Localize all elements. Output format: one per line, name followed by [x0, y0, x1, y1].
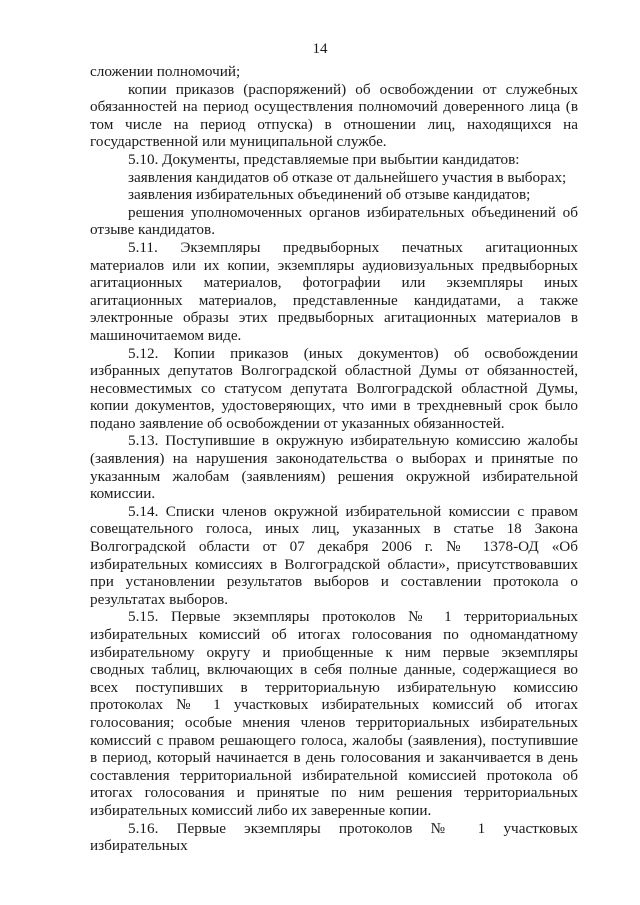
paragraph-association-recall: заявления избирательных объединений об отзыве кандидатов;: [128, 186, 531, 204]
paragraph-5-15: 5.15. Первые экземпляры протоколов № 1 территориальных избирательных комиссий об итогах голосования по одномандатному избирательному округу и приобщенные к ним первые экземпляры сводных таблиц, включающих в себя полные данные, содержащиеся во всех поступивших в территориальную избирательную комиссию протоколах № 1 участковых избирательных комиссий об итогах голосования; особые мнения членов территориальных избирательных комиссий с правом решающего голоса, жалобы (заявления), поступившие в период, который начинается в день голосования и заканчивается в день составления территориальной избирательной комиссией протокола об итогах голосования и принятые по ним решения территориальных избирательных комиссий либо их заверенные копии.: [90, 608, 578, 819]
paragraph-5-10: 5.10. Документы, представляемые при выбытии кандидатов:: [128, 150, 520, 168]
paragraph-continuation: сложении полномочий;: [90, 63, 241, 80]
paragraph-dismissal-orders: копии приказов (распоряжений) об освобождении от служебных обязанностей на период осуществления полномочий доверенного лица (в том числе на период отпуска) в отношении лиц, находящихся на государственной или муниципальной службе.: [90, 80, 578, 151]
paragraph-5-14: 5.14. Списки членов окружной избирательной комиссии с правом совещательного голоса, иных лиц, указанных в статье 18 Закона Волгоградской области от 07 декабря 2006 г. № 1378-ОД «Об избирательных комиссиях в Волгоградской области», присутствовавших при установлении результатов выборов и составлении протокола о результатах выборов.: [90, 502, 578, 608]
paragraph-5-12: 5.12. Копии приказов (иных документов) об освобождении избранных депутатов Волгоградской областной Думы от обязанностей, несовместимых со статусом депутата Волгоградской областной Думы, копии документов, удостоверяющих, что ими в трехдневный срок было подано заявление об освобождении от указанных обязанностей.: [90, 344, 578, 432]
document-body: [90, 63, 578, 855]
paragraph-5-11: 5.11. Экземпляры предвыборных печатных агитационных материалов или их копии, экземпляры аудиовизуальных предвыборных агитационных материалов, фотографии или экземпляры иных агитационных материалов, представленные кандидатами, а также электронные образы этих предвыборных агитационных материалов в машиночитаемом виде.: [90, 238, 578, 344]
paragraph-recall-decisions: решения уполномоченных органов избирательных объединений об отзыве кандидатов.: [90, 203, 578, 239]
page-number: 14: [312, 41, 328, 57]
paragraph-5-13: 5.13. Поступившие в окружную избирательную комиссию жалобы (заявления) на нарушения законодательства о выборах и принятые по указанным жалобам (заявлениям) решения окружной избирательной комиссии.: [90, 432, 578, 503]
paragraph-5-16: 5.16. Первые экземпляры протоколов № 1 участковых избирательных: [90, 819, 578, 855]
paragraph-candidate-withdrawal: заявления кандидатов об отказе от дальнейшего участия в выборах;: [128, 168, 567, 186]
